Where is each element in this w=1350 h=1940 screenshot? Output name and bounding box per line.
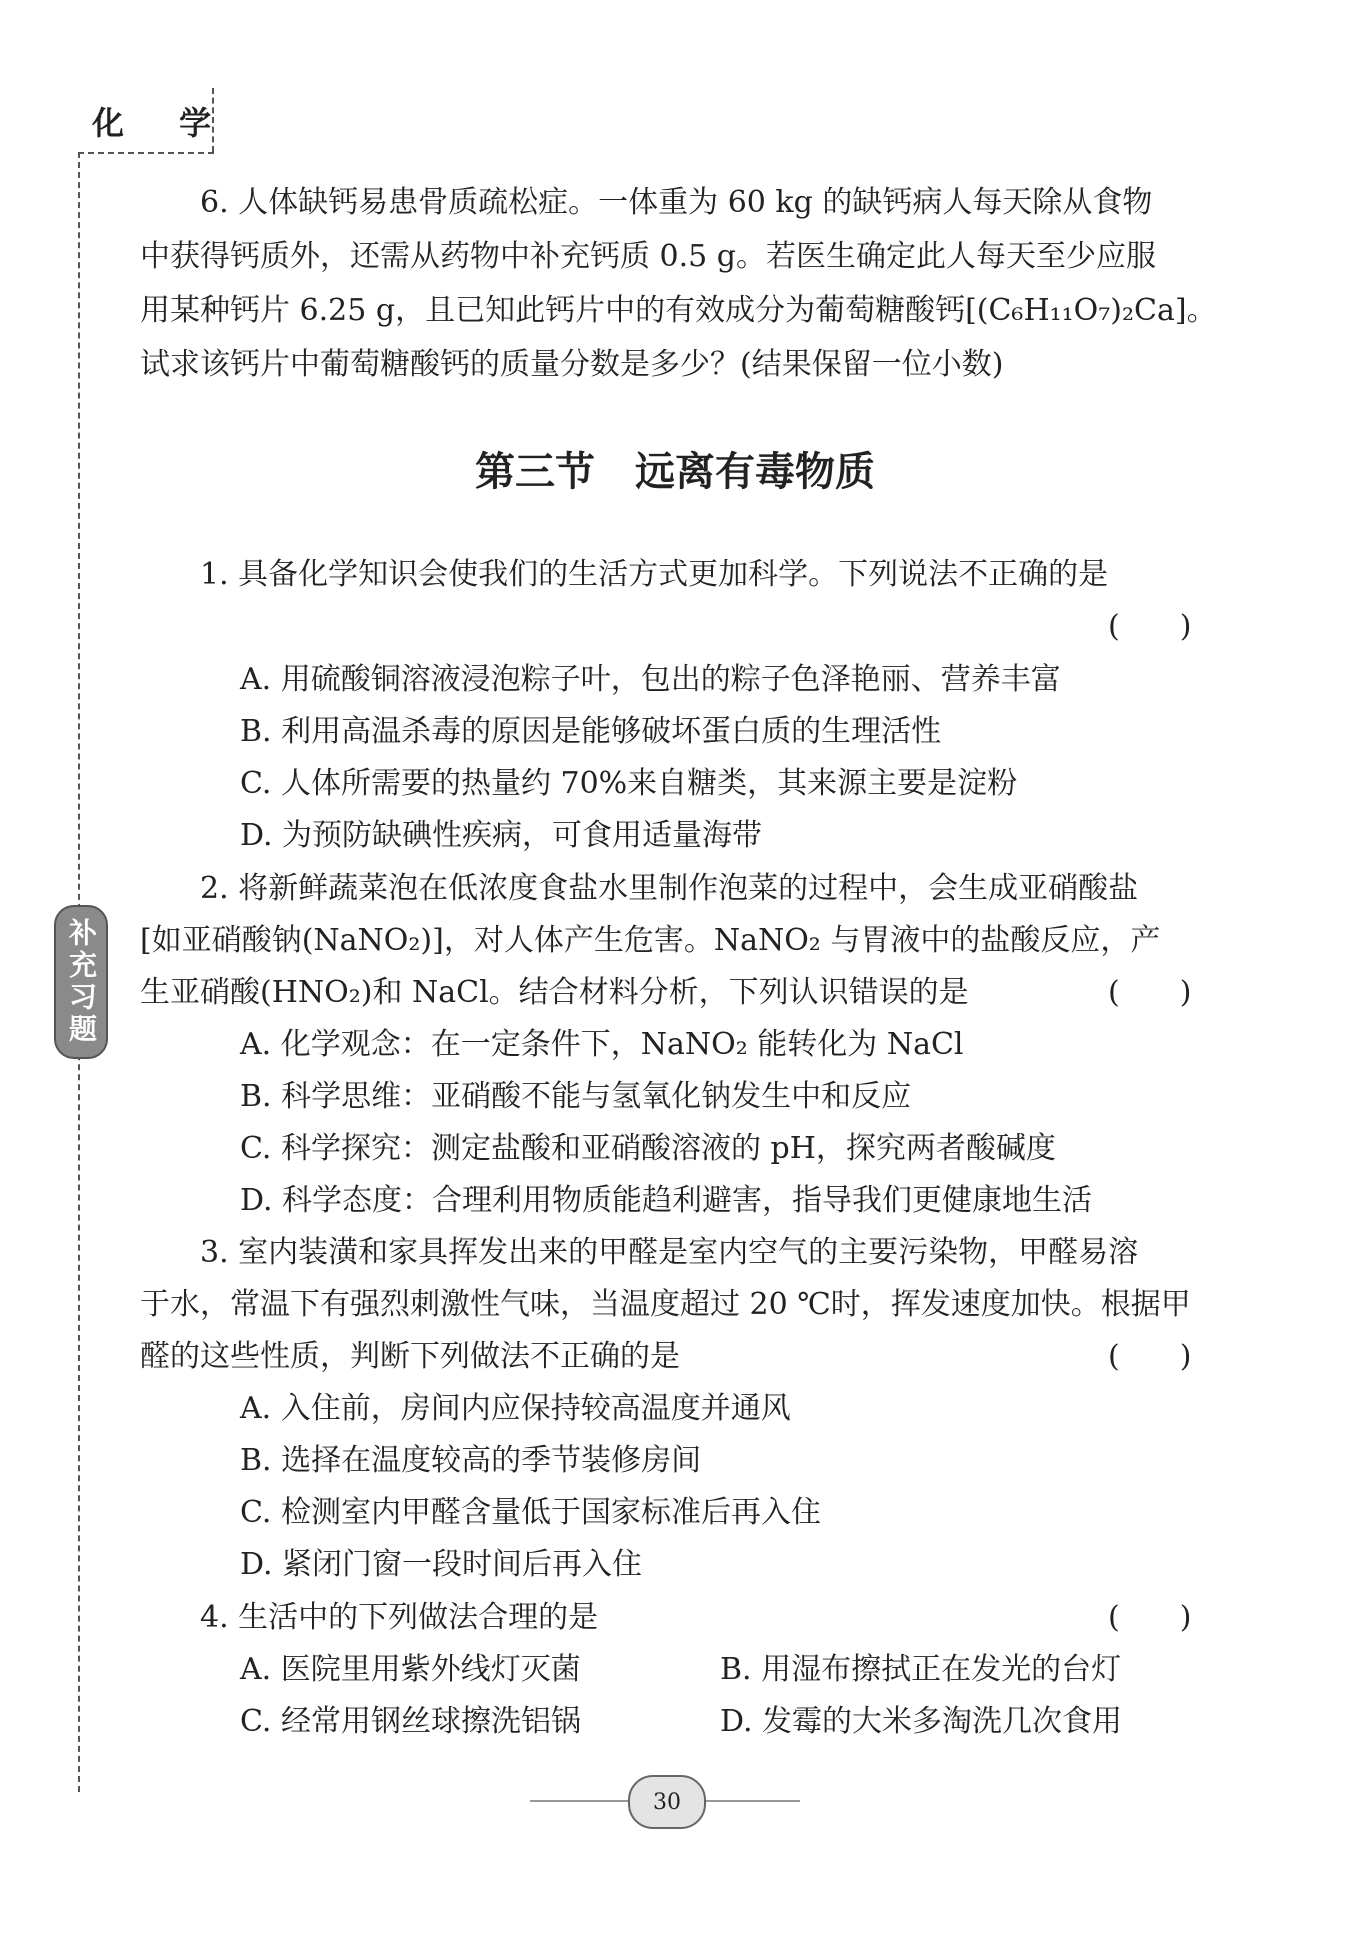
subject-header: 化 学 [92, 104, 234, 142]
section-title: 第三节 远离有毒物质 [475, 449, 875, 495]
side-tab [54, 905, 108, 1059]
q1-stem: 1. 具备化学知识会使我们的生活方式更加科学。下列说法不正确的是 [200, 557, 1109, 592]
q2-option: C. 科学探究：测定盐酸和亚硝酸溶液的 pH，探究两者酸碱度 [240, 1131, 1056, 1166]
q4-option: C. 经常用钢丝球擦洗铝锅 [240, 1704, 581, 1739]
q3-option: A. 入住前，房间内应保持较高温度并通风 [240, 1391, 791, 1426]
q6-line: 6. 人体缺钙易患骨质疏松症。一体重为 60 kg 的缺钙病人每天除从食物 [200, 185, 1153, 220]
q6-line: 中获得钙质外，还需从药物中补充钙质 0.5 g。若医生确定此人每天至少应服 [140, 239, 1156, 274]
q2-stem: 2. 将新鲜蔬菜泡在低浓度食盐水里制作泡菜的过程中，会生成亚硝酸盐 [200, 871, 1139, 906]
header-divider-horizontal [78, 152, 214, 154]
q4-option: A. 医院里用紫外线灯灭菌 [240, 1652, 581, 1687]
q1-option: A. 用硫酸铜溶液浸泡粽子叶，包出的粽子色泽艳丽、营养丰富 [240, 662, 1061, 697]
q3-stem: 于水，常温下有强烈刺激性气味，当温度超过 20 ℃时，挥发速度加快。根据甲 [140, 1287, 1191, 1322]
q2-option: A. 化学观念：在一定条件下，NaNO₂ 能转化为 NaCl [240, 1027, 964, 1062]
page-number-rule-right [700, 1800, 800, 1802]
q3-answer-bracket: ( ) [1108, 1339, 1192, 1374]
q2-stem: [如亚硝酸钠(NaNO₂)]，对人体产生危害。NaNO₂ 与胃液中的盐酸反应，产 [140, 923, 1161, 958]
q2-option: D. 科学态度：合理利用物质能趋利避害，指导我们更健康地生活 [240, 1183, 1093, 1218]
header-divider-vertical [212, 88, 214, 152]
q3-stem: 3. 室内装潢和家具挥发出来的甲醛是室内空气的主要污染物，甲醛易溶 [200, 1235, 1139, 1270]
q2-option: B. 科学思维：亚硝酸不能与氢氧化钠发生中和反应 [240, 1079, 912, 1114]
q1-answer-bracket: ( ) [1108, 609, 1192, 644]
page-number-text: 30 [653, 1789, 681, 1815]
q4-stem: 4. 生活中的下列做法合理的是 [200, 1600, 599, 1635]
q3-stem: 醛的这些性质，判断下列做法不正确的是 [140, 1339, 680, 1374]
page-number [628, 1775, 706, 1829]
q2-answer-bracket: ( ) [1108, 975, 1192, 1010]
q3-option: B. 选择在温度较高的季节装修房间 [240, 1443, 702, 1478]
q4-option: D. 发霉的大米多淘洗几次食用 [720, 1704, 1123, 1739]
q1-option: C. 人体所需要的热量约 70%来自糖类，其来源主要是淀粉 [240, 766, 1018, 801]
q1-option: D. 为预防缺碘性疾病，可食用适量海带 [240, 818, 763, 853]
side-tab-label: 补充习题 [65, 918, 98, 1046]
page-number-rule-left [530, 1800, 630, 1802]
q1-option: B. 利用高温杀毒的原因是能够破坏蛋白质的生理活性 [240, 714, 942, 749]
q3-option: C. 检测室内甲醛含量低于国家标准后再入住 [240, 1495, 821, 1530]
q6-line: 试求该钙片中葡萄糖酸钙的质量分数是多少？(结果保留一位小数) [140, 347, 1004, 382]
q6-line: 用某种钙片 6.25 g，且已知此钙片中的有效成分为葡萄糖酸钙[(C₆H₁₁O₇)₂Ca]。 [140, 293, 1217, 328]
q2-stem: 生亚硝酸(HNO₂)和 NaCl。结合材料分析，下列认识错误的是 [140, 975, 969, 1010]
q3-option: D. 紧闭门窗一段时间后再入住 [240, 1547, 643, 1582]
q4-option: B. 用湿布擦拭正在发光的台灯 [720, 1652, 1122, 1687]
q4-answer-bracket: ( ) [1108, 1600, 1192, 1635]
